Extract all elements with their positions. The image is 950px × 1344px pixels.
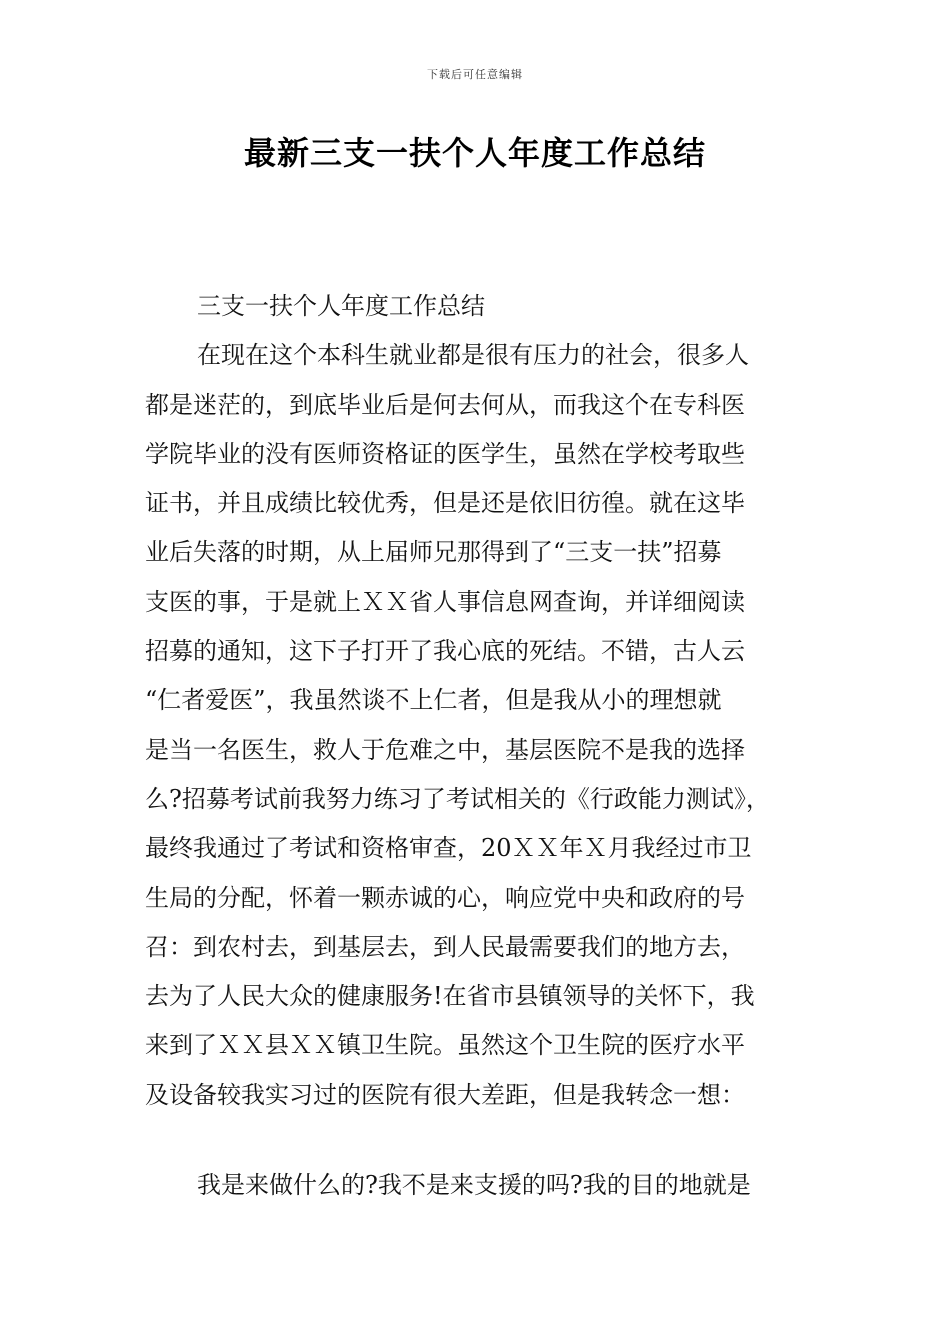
paragraph-line: 召：到农村去，到基层去，到人民最需要我们的地方去，	[145, 932, 745, 961]
paragraph-line: 来到了ＸＸ县ＸＸ镇卫生院。虽然这个卫生院的医疗水平	[145, 1031, 745, 1060]
paragraph-line: 我是来做什么的?我不是来支援的吗?我的目的地就是	[197, 1171, 751, 1200]
paragraph-line: 招募的通知，这下子打开了我心底的死结。不错，古人云	[145, 637, 745, 666]
paragraph-line: 最终我通过了考试和资格审查，20ＸＸ年Ｘ月我经过市卫	[145, 834, 752, 863]
paragraph-line: 去为了人民大众的健康服务!在省市县镇领导的关怀下，我	[145, 982, 755, 1011]
paragraph-line: 证书，并且成绩比较优秀，但是还是依旧彷徨。就在这毕	[145, 489, 745, 518]
paragraph-gap	[145, 1120, 810, 1161]
section-heading: 三支一扶个人年度工作总结	[197, 292, 485, 320]
paragraph-line: 在现在这个本科生就业都是很有压力的社会，很多人	[197, 341, 749, 370]
paragraph-line: 支医的事，于是就上ＸＸ省人事信息网查询，并详细阅读	[145, 587, 745, 616]
document-title: 最新三支一扶个人年度工作总结	[243, 134, 706, 172]
paragraph-line: 都是迷茫的，到底毕业后是何去何从，而我这个在专科医	[145, 390, 745, 419]
paragraph-line: 是当一名医生，救人于危难之中，基层医院不是我的选择	[145, 735, 745, 764]
paragraph-line: 生局的分配，怀着一颗赤诚的心，响应党中央和政府的号	[145, 883, 745, 912]
paragraph-line: 业后失落的时期，从上届师兄那得到了“三支一扶”招募	[145, 538, 722, 567]
paragraph-line: 学院毕业的没有医师资格证的医学生，虽然在学校考取些	[145, 439, 745, 468]
page-header-note: 下载后可任意编辑	[427, 68, 523, 81]
paragraph-line: 么?招募考试前我努力练习了考试相关的《行政能力测试》，	[145, 784, 770, 813]
paragraph-line: 及设备较我实习过的医院有很大差距，但是我转念一想：	[145, 1080, 745, 1109]
paragraph-line: “仁者爱医”，我虽然谈不上仁者，但是我从小的理想就	[145, 686, 722, 715]
document-body	[145, 282, 810, 1210]
